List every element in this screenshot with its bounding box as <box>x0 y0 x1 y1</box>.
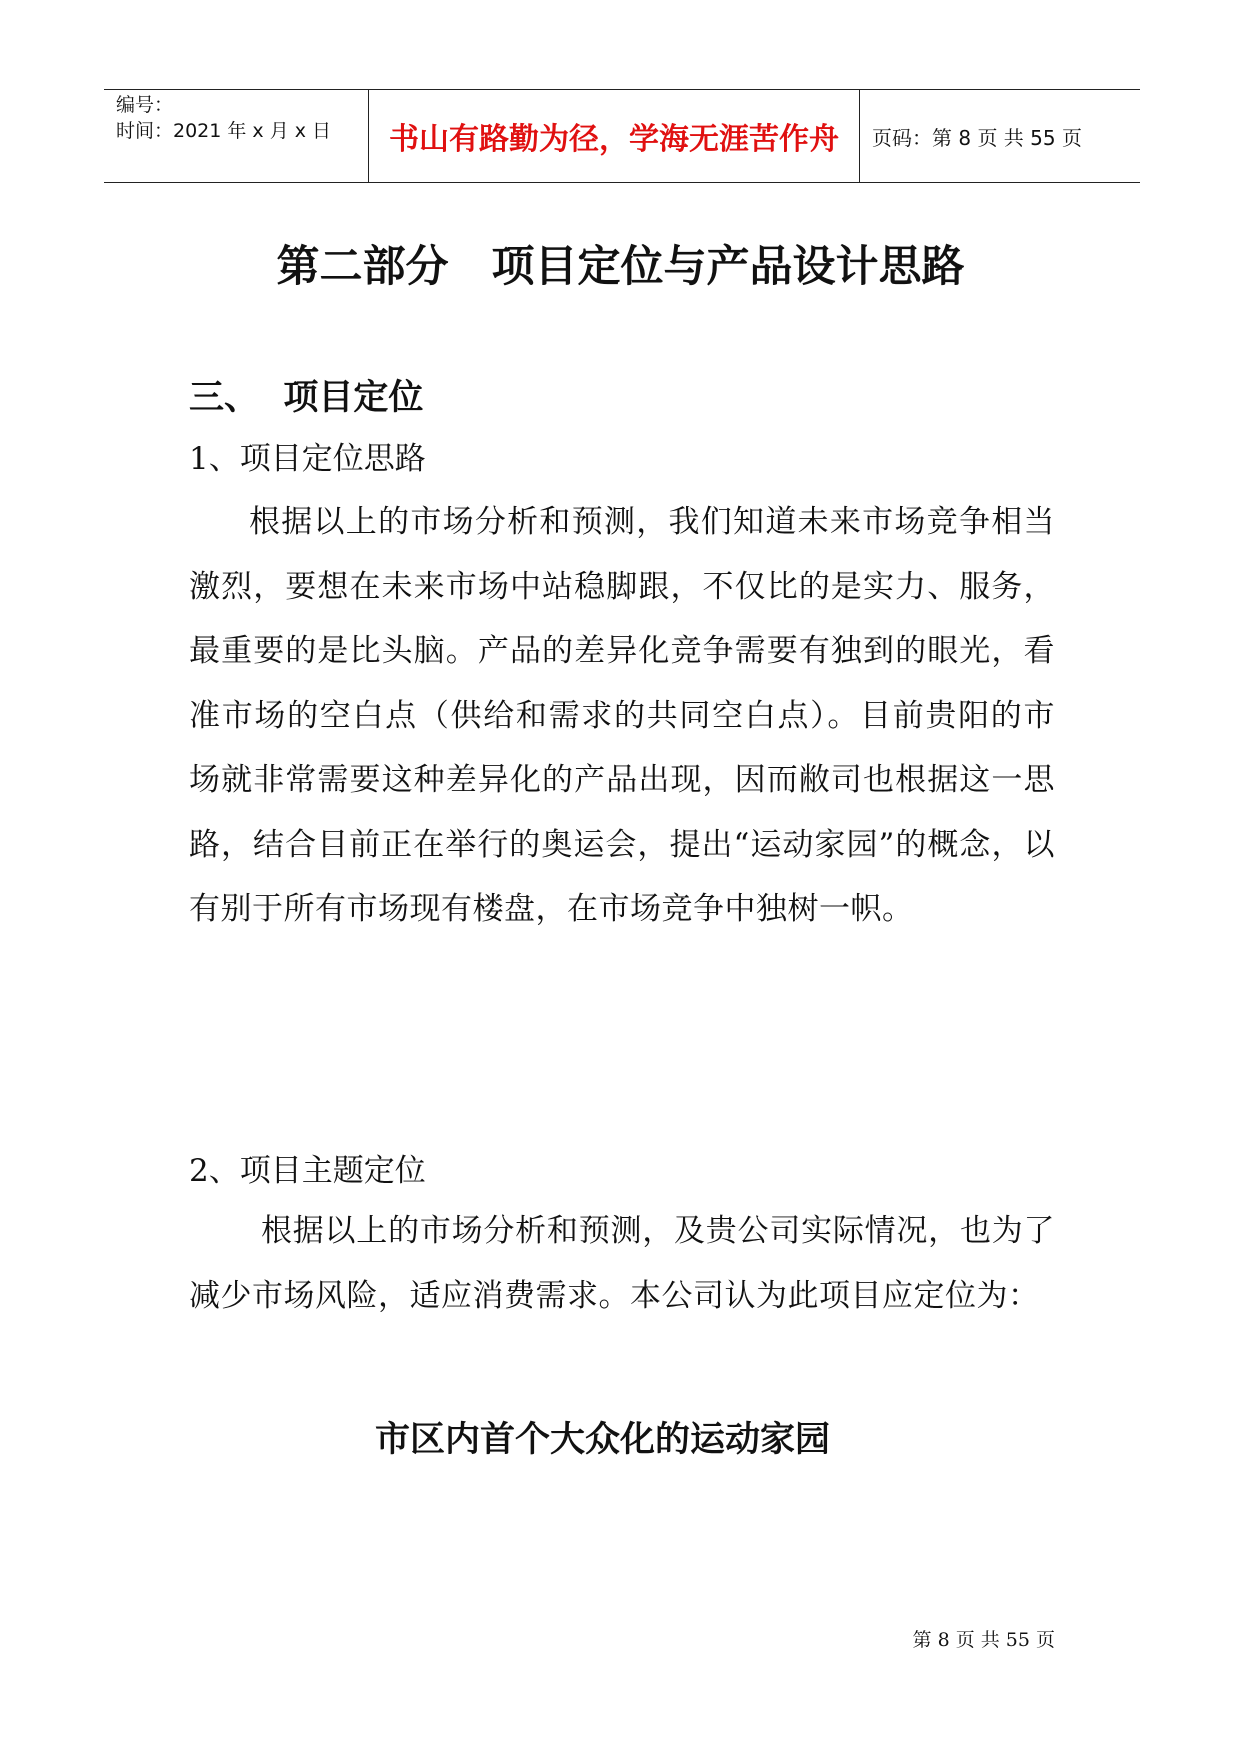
header-info-cell <box>104 90 369 182</box>
header-table <box>104 89 1140 183</box>
section-heading: 三、 项目定位 <box>189 378 424 418</box>
positioning-statement: 市区内首个大众化的运动家园 <box>374 1420 830 1460</box>
serial-label: 编号： <box>116 94 174 116</box>
paragraph-2: 根据以上的市场分析和预测，及贵公司实际情况，也为了减少市场风险，适应消费需求。本公司认为此项目应定位为： <box>189 1213 1055 1314</box>
subsection-heading-1: 1、项目定位思路 <box>189 441 426 477</box>
page-footer: 第 8 页 共 55 页 <box>912 1629 1055 1651</box>
header-motto: 书山有路勤为径，学海无涯苦作舟 <box>369 90 860 182</box>
time-label: 时间：2021 年 x 月 x 日 <box>116 120 332 142</box>
document-title: 第二部分 项目定位与产品设计思路 <box>276 242 965 292</box>
paragraph-1: 根据以上的市场分析和预测，我们知道未来市场竞争相当激烈，要想在未来市场中站稳脚跟，不仅比的是实力、服务，最重要的是比头脑。产品的差异化竞争需要有独到的眼光，看准市场的空白点（供给和需求的共同空白点）。目前贵阳的市场就非常需要这种差异化的产品出现，因而敝司也根据这一思路，结合目前正在举行的奥运会，提出“运动家园”的概念，以有别于所有市场现有楼盘，在市场竞争中独树一帜。 <box>189 504 1055 927</box>
header-page-code: 页码：第 8 页 共 55 页 <box>872 125 1082 150</box>
subsection-heading-2: 2、项目主题定位 <box>189 1153 426 1189</box>
